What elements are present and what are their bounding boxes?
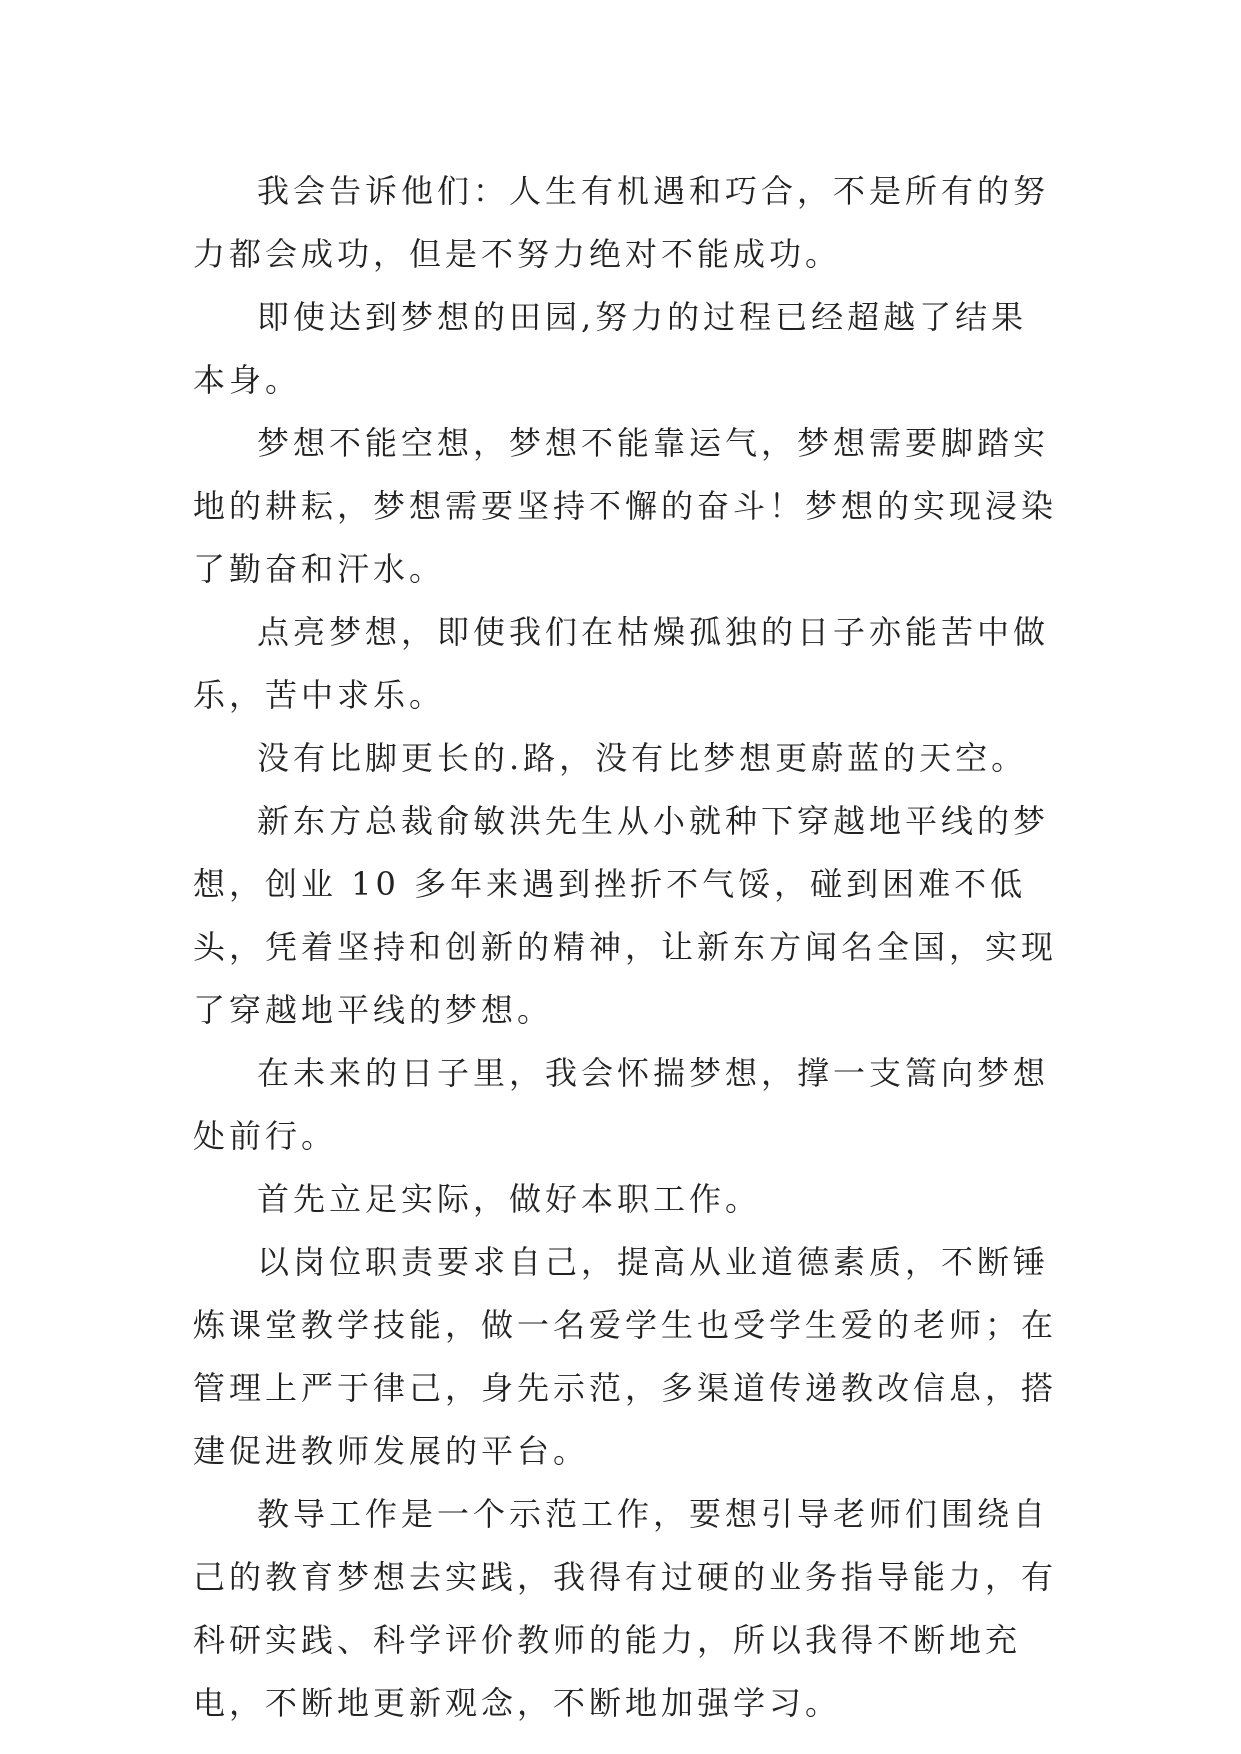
paragraph: 没有比脚更长的.路，没有比梦想更蔚蓝的天空。 [257,739,1028,777]
paragraph: 教导工作是一个示范工作，要想引导老师们围绕自己的教育梦想去实践，我得有过硬的业务指导能力，有科研实践、科学评价教师的能力，所以我得不断地充电，不断地更新观念，不断地加强学习。 [193,1495,1058,1722]
paragraph: 即使达到梦想的田园,努力的过程已经超越了结果本身。 [193,298,1028,399]
paragraph: 梦想不能空想，梦想不能靠运气，梦想需要脚踏实地的耕耘，梦想需要坚持不懈的奋斗！梦想的实现浸染了勤奋和汗水。 [193,424,1058,588]
paragraph: 新东方总裁俞敏洪先生从小就种下穿越地平线的梦想，创业 10 多年来遇到挫折不气馁，碰到困难不低头，凭着坚持和创新的精神，让新东方闻名全国，实现了穿越地平线的梦想。 [193,802,1058,1029]
paragraph: 以岗位职责要求自己，提高从业道德素质，不断锤炼课堂教学技能，做一名爱学生也受学生爱的老师；在管理上严于律己，身先示范，多渠道传递教改信息，搭建促进教师发展的平台。 [193,1243,1058,1470]
paragraph: 首先立足实际，做好本职工作。 [257,1180,762,1218]
paragraph: 在未来的日子里，我会怀揣梦想，撑一支篙向梦想处前行。 [193,1054,1050,1155]
paragraph: 点亮梦想，即使我们在枯燥孤独的日子亦能苦中做乐，苦中求乐。 [193,613,1050,714]
paragraph: 我会告诉他们：人生有机遇和巧合，不是所有的努力都会成功，但是不努力绝对不能成功。 [193,172,1050,273]
document-body [193,160,1057,1735]
